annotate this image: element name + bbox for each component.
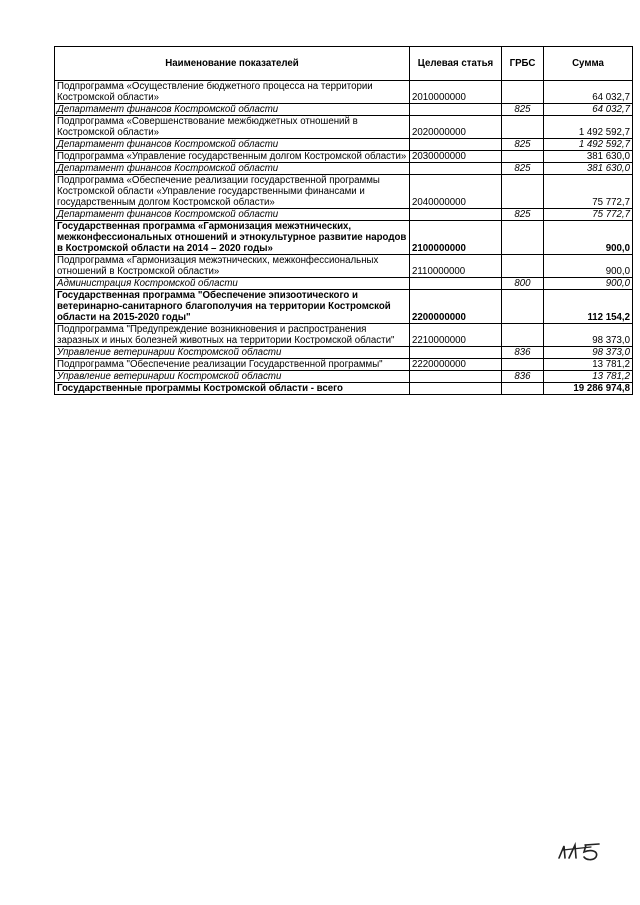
cell-name: Управление ветеринарии Костромской области — [55, 371, 410, 383]
table-row — [55, 371, 633, 383]
cell-target-article: 2040000000 — [410, 175, 502, 209]
cell-name: Государственная программа "Обеспечение эпизоотического и ветеринарно-санитарного благополучия на территории Костромской области на 2015-2020 годы" — [55, 290, 410, 324]
cell-target-article — [410, 347, 502, 359]
table-row — [55, 255, 633, 278]
cell-sum: 381 630,0 — [544, 151, 633, 163]
cell-sum: 13 781,2 — [544, 371, 633, 383]
table-row — [55, 139, 633, 151]
budget-table — [54, 46, 633, 395]
table-row — [55, 290, 633, 324]
cell-grbs — [502, 324, 544, 347]
cell-name: Подпрограмма «Обеспечение реализации государственной программы Костромской области «Управление государственными финансами и государственным долгом Костромской области» — [55, 175, 410, 209]
cell-sum: 98 373,0 — [544, 347, 633, 359]
cell-sum: 19 286 974,8 — [544, 383, 633, 395]
cell-target-article: 2110000000 — [410, 255, 502, 278]
cell-grbs — [502, 383, 544, 395]
cell-target-article: 2210000000 — [410, 324, 502, 347]
cell-grbs — [502, 151, 544, 163]
cell-name: Департамент финансов Костромской области — [55, 139, 410, 151]
cell-sum: 381 630,0 — [544, 163, 633, 175]
cell-target-article — [410, 104, 502, 116]
table-row — [55, 151, 633, 163]
cell-sum: 1 492 592,7 — [544, 116, 633, 139]
cell-target-article — [410, 139, 502, 151]
cell-grbs: 800 — [502, 278, 544, 290]
cell-grbs — [502, 116, 544, 139]
table-row — [55, 116, 633, 139]
cell-sum: 98 373,0 — [544, 324, 633, 347]
cell-name: Управление ветеринарии Костромской области — [55, 347, 410, 359]
table-header-row — [55, 47, 633, 81]
cell-sum: 112 154,2 — [544, 290, 633, 324]
table-row — [55, 359, 633, 371]
cell-name: Подпрограмма «Совершенствование межбюджетных отношений в Костромской области» — [55, 116, 410, 139]
cell-grbs — [502, 175, 544, 209]
header-grbs: ГРБС — [502, 47, 544, 81]
header-target-article: Целевая статья — [410, 47, 502, 81]
cell-grbs — [502, 290, 544, 324]
table-row — [55, 324, 633, 347]
cell-grbs: 825 — [502, 139, 544, 151]
table-row — [55, 163, 633, 175]
table-row — [55, 221, 633, 255]
cell-sum: 900,0 — [544, 278, 633, 290]
cell-name: Департамент финансов Костромской области — [55, 163, 410, 175]
cell-target-article: 2020000000 — [410, 116, 502, 139]
cell-sum: 75 772,7 — [544, 209, 633, 221]
cell-target-article: 2010000000 — [410, 81, 502, 104]
table-row — [55, 278, 633, 290]
table-row — [55, 209, 633, 221]
cell-grbs — [502, 81, 544, 104]
cell-grbs: 825 — [502, 163, 544, 175]
table-row — [55, 347, 633, 359]
cell-name: Государственная программа «Гармонизация межэтнических, межконфессиональных отношений и этнокультурное развитие народов в Костромской области на 2014 – 2020 годы» — [55, 221, 410, 255]
cell-sum: 75 772,7 — [544, 175, 633, 209]
header-sum: Сумма — [544, 47, 633, 81]
cell-target-article — [410, 163, 502, 175]
cell-sum: 1 492 592,7 — [544, 139, 633, 151]
table-total-row — [55, 383, 633, 395]
cell-target-article — [410, 371, 502, 383]
cell-target-article: 2100000000 — [410, 221, 502, 255]
cell-target-article — [410, 383, 502, 395]
cell-grbs: 836 — [502, 347, 544, 359]
cell-grbs: 836 — [502, 371, 544, 383]
cell-name: Подпрограмма "Обеспечение реализации Государственной программы" — [55, 359, 410, 371]
document-page — [54, 46, 630, 395]
cell-name: Департамент финансов Костромской области — [55, 209, 410, 221]
cell-target-article: 2030000000 — [410, 151, 502, 163]
cell-sum: 64 032,7 — [544, 81, 633, 104]
cell-sum: 13 781,2 — [544, 359, 633, 371]
table-body — [55, 81, 633, 395]
cell-name: Подпрограмма «Гармонизация межэтнических, межконфессиональных отношений в Костромской области» — [55, 255, 410, 278]
cell-sum: 900,0 — [544, 255, 633, 278]
cell-name: Администрация Костромской области — [55, 278, 410, 290]
cell-target-article — [410, 209, 502, 221]
table-row — [55, 175, 633, 209]
cell-name: Департамент финансов Костромской области — [55, 104, 410, 116]
cell-target-article: 2220000000 — [410, 359, 502, 371]
header-name: Наименование показателей — [55, 47, 410, 81]
cell-grbs: 825 — [502, 104, 544, 116]
table-row — [55, 81, 633, 104]
cell-sum: 900,0 — [544, 221, 633, 255]
table-row — [55, 104, 633, 116]
cell-grbs — [502, 359, 544, 371]
cell-target-article: 2200000000 — [410, 290, 502, 324]
cell-name: Подпрограмма "Предупреждение возникновения и распространения заразных и иных болезней животных на территории Костромской области" — [55, 324, 410, 347]
cell-target-article — [410, 278, 502, 290]
cell-grbs — [502, 221, 544, 255]
cell-name: Государственные программы Костромской области - всего — [55, 383, 410, 395]
cell-sum: 64 032,7 — [544, 104, 633, 116]
cell-name: Подпрограмма «Осуществление бюджетного процесса на территории Костромской области» — [55, 81, 410, 104]
cell-grbs: 825 — [502, 209, 544, 221]
cell-name: Подпрограмма «Управление государственным долгом Костромской области» — [55, 151, 410, 163]
cell-grbs — [502, 255, 544, 278]
handwritten-page-number-signature — [555, 836, 611, 864]
